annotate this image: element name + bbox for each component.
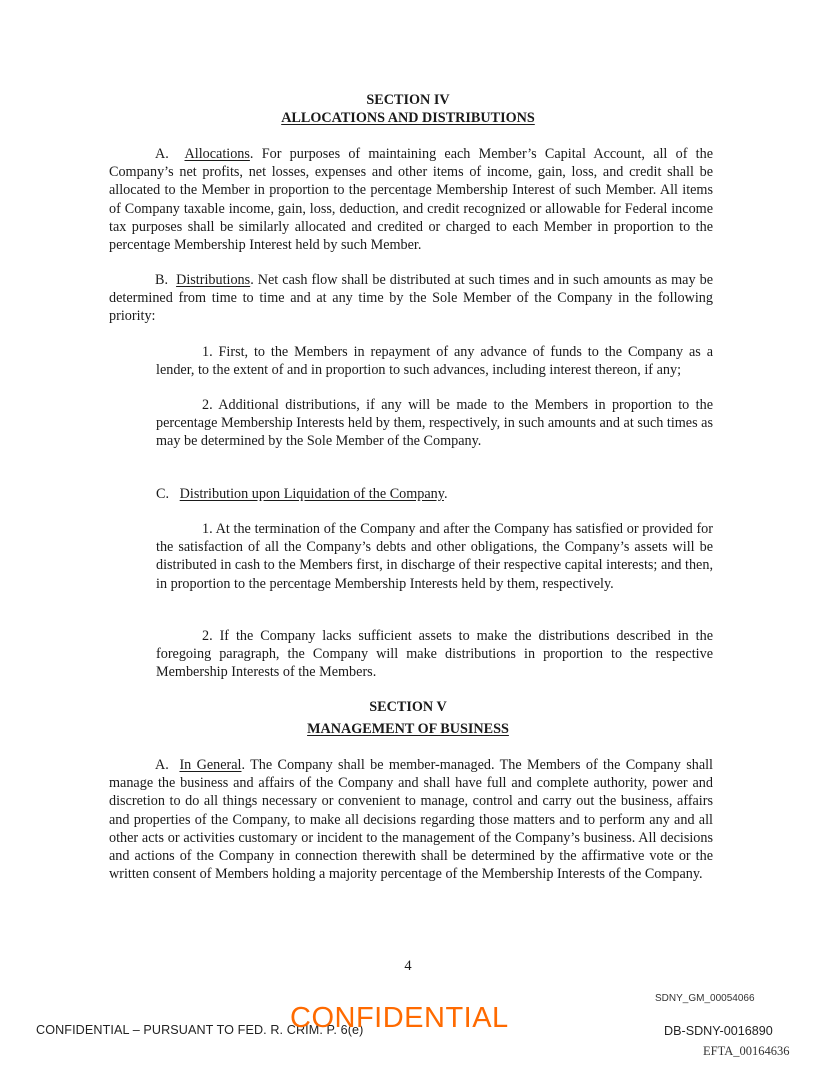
in-general-heading: In General — [179, 757, 242, 773]
paragraph-liquidation-2: 2. If the Company lacks sufficient assets to make the distributions described in the foregoing paragraph, the Company will make distributions in proportion to the respective Membership Interests of the Members. — [156, 628, 713, 681]
paragraph-distributions — [109, 271, 713, 326]
efta-number: EFTA_00164636 — [703, 1044, 790, 1058]
bates-number-sdny-gm: SDNY_GM_00054066 — [655, 993, 755, 1004]
paragraph-liquidation-1: 1. At the termination of the Company and after the Company has satisfied or provided for the satisfaction of all the Company’s debts and other obligations, the Company’s assets will be distributed in cash to the Members first, in discharge of their respective capital interests; and then, in proportion to the percentage Membership Interests held by them, respectively. — [156, 521, 713, 592]
liquidation-label: C. — [156, 486, 170, 502]
paragraph-distribution-1: 1. First, to the Members in repayment of any advance of funds to the Company as a lender, to the extent of and in proportion to such advances, including interest thereon, if any; — [156, 344, 713, 379]
allocations-label: A. — [155, 146, 169, 162]
paragraph-allocations — [109, 145, 713, 254]
allocations-heading: Allocations — [184, 146, 250, 162]
liquidation-heading-tail: . — [443, 486, 448, 502]
page-number: 4 — [404, 958, 412, 974]
paragraph-in-general — [109, 756, 713, 883]
section-iv-title: SECTION IV — [366, 92, 450, 108]
section-v-subtitle: MANAGEMENT OF BUSINESS — [307, 721, 509, 737]
confidential-stamp: CONFIDENTIAL — [290, 1002, 509, 1034]
section-iv-subtitle: ALLOCATIONS AND DISTRIBUTIONS — [281, 110, 535, 126]
distributions-label: B. — [155, 272, 169, 288]
bates-number-db-sdny: DB-SDNY-0016890 — [664, 1024, 773, 1038]
section-v-title: SECTION V — [369, 699, 447, 715]
in-general-text: . The Company shall be member-managed. The Members of the Company shall manage the business and affairs of the Company and shall have full and complete authority, power and discretion to do all things necessary or convenient to manage, control and carry out the business, affairs and properties of the Company, to make all decisions regarding those matters and to perform any and all other acts or activities customary or incident to the management of the Company’s business. All decisions and actions of the Company in connection therewith shall be determined by the affirmative vote or the written consent of Members holding a majority percentage of the Membership Interests of the Company. — [109, 757, 713, 883]
distributions-heading: Distributions — [176, 272, 251, 288]
confidential-notice: CONFIDENTIAL – PURSUANT TO FED. R. CRIM. P. 6(e) — [36, 1023, 364, 1037]
allocations-text: . For purposes of maintaining each Member’s Capital Account, all of the Company’s net profits, net losses, expenses and other items of income, gain, loss, and credit shall be allocated to the Member in proportion to the percentage Membership Interest of such Member. All items of Company taxable income, gain, loss, deduction, and credit recognized or allowable for Federal income tax purposes shall be similarly allocated and credited or charged to each Member in proportion to the percentage Membership Interest held by such Member. — [109, 146, 713, 254]
paragraph-liquidation-heading — [156, 485, 713, 503]
liquidation-heading: Distribution upon Liquidation of the Company — [179, 486, 444, 502]
distributions-text: . Net cash flow shall be distributed at such times and in such amounts as may be determined from time to time and at any time by the Sole Member of the Company in the following priority: — [109, 272, 713, 325]
in-general-label: A. — [155, 757, 169, 773]
paragraph-distribution-2: 2. Additional distributions, if any will be made to the Members in proportion to the percentage Membership Interests held by them, respectively, in such amounts and at such times as may be determined by the Sole Member of the Company. — [156, 397, 713, 450]
